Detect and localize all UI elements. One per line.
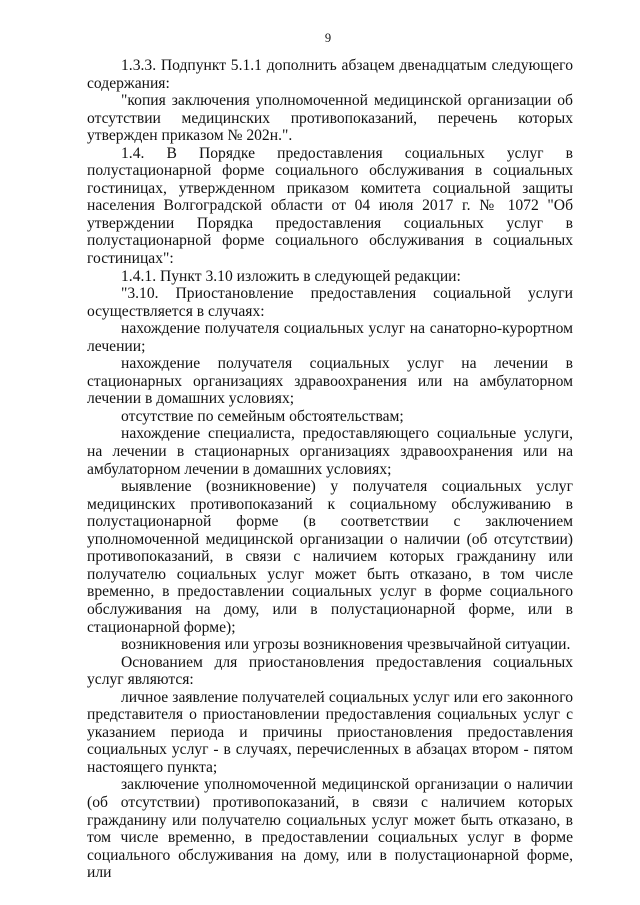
paragraph-case-emergency: возникновения или угрозы возникновения чрезвычайной ситуации. xyxy=(121,636,571,654)
paragraph-case-sanatorium: нахождение получателя социальных услуг на санаторно-курортном лечении; xyxy=(87,320,573,355)
paragraph-quote-202n: "копия заключения уполномоченной медицинской организации об отсутствии медицинских противопоказаний, перечень которых утвержден приказом № 202н.". xyxy=(87,92,573,145)
paragraph-case-specialist: нахождение специалиста, предоставляющего социальные услуги, на лечении в стационарных организациях здравоохранения или на амбулаторном лечении в домашних условиях; xyxy=(87,425,573,478)
paragraph-ground-application: личное заявление получателей социальных услуг или его законного представителя о приостановлении предоставления социальных услуг с указанием периода и причины приостановления предоставления социальных услуг - в случаях, перечисленных в абзацах втором - пятом настоящего пункта; xyxy=(87,688,573,776)
paragraph-case-contraindications: выявление (возникновение) у получателя социальных услуг медицинских противопоказаний к социальному обслуживанию в полустационарной форме (в соответствии с заключением уполномоченной медицинской организации о наличии (об отсутствии) противопоказаний, в связи с наличием которых гражданину или получателю социальных услуг может быть отказано, в том числе временно, в предоставлении социальных услуг в форме социального обслуживания на дому, или в полустационарной форме, или в стационарной форме); xyxy=(87,478,573,636)
paragraph-grounds: Основанием для приостановления предоставления социальных услуг являются: xyxy=(87,653,573,689)
paragraph-1-4-1: 1.4.1. Пункт 3.10 изложить в следующей редакции: xyxy=(121,267,461,285)
paragraph-3-10: "3.10. Приостановление предоставления социальной услуги осуществляется в случаях: xyxy=(87,285,573,320)
paragraph-case-treatment: нахождение получателя социальных услуг на лечении в стационарных организациях здравоохранения или на амбулаторном лечении в домашних условиях; xyxy=(87,355,573,408)
paragraph-1-4: 1.4. В Порядке предоставления социальных услуг в полустационарной форме социального обслуживания в социальных гостиницах, утвержденном приказом комитета социальной защиты населения Волгоградской области от 04 июля 2017 г. № 1072 "Об утверждении Порядка предоставления социальных услуг в полустационарной форме социального обслуживания в социальных гостиницах": xyxy=(87,144,573,268)
paragraph-ground-conclusion: заключение уполномоченной медицинской организации о наличии (об отсутствии) противопоказаний, в связи с наличием которых гражданину или получателю социальных услуг может быть отказано, в том числе временно, в предоставлении социальных услуг в форме социального обслуживания на дому, или в полустационарной форме, или xyxy=(87,776,573,882)
paragraph-1-3-3: 1.3.3. Подпункт 5.1.1 дополнить абзацем двенадцатым следующего содержания: xyxy=(87,57,573,92)
page-number: 9 xyxy=(324,31,332,45)
document-body xyxy=(87,57,573,882)
paragraph-case-family: отсутствие по семейным обстоятельствам; xyxy=(121,407,404,425)
